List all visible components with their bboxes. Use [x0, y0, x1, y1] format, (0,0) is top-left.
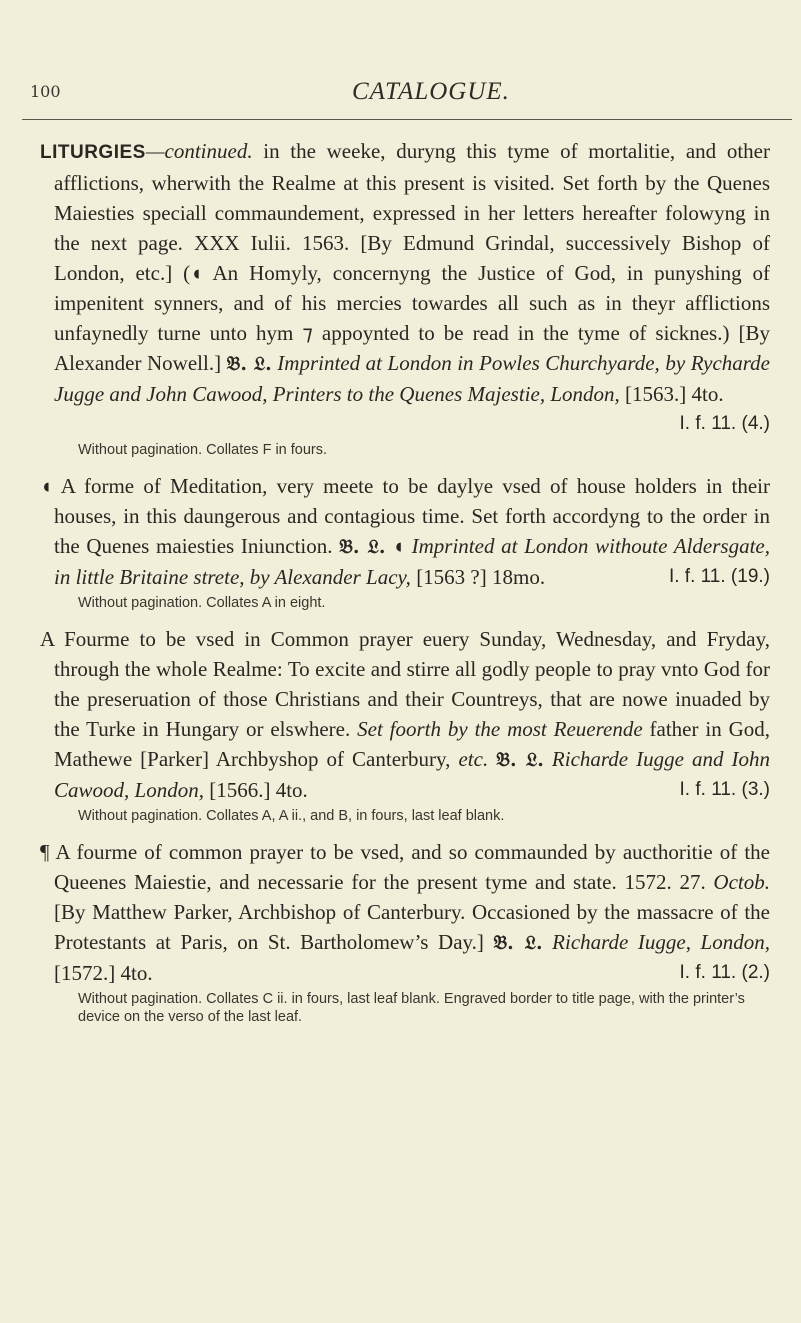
catalogue-entry: [40, 136, 770, 459]
header-rule: [22, 119, 792, 120]
entry-imprint: Imprinted at London in Powles Churchyarde, by Rycharde Jugge and John Cawood, Printers to the Quenes Majestie, London,: [54, 351, 771, 406]
entry-date-format: [1563.] 4to.: [625, 382, 724, 406]
page-number: 100: [30, 82, 61, 101]
section-heading: LITURGIES: [40, 142, 146, 163]
black-letter-mark: 𝔅. 𝔏.: [339, 536, 386, 558]
catalogue-entry: [40, 471, 770, 612]
entry-text: [40, 471, 770, 592]
catalogue-entry: [40, 837, 770, 1026]
entry-imprint-prefix: Set foorth by the most Reuerende: [357, 717, 643, 741]
entry-imprint: Richarde Iugge, London,: [552, 930, 770, 954]
entry-imprint: Richarde Iugge and Iohn Cawood, London,: [54, 747, 771, 802]
collation-note: Without pagination. Collates A in eight.: [78, 595, 326, 611]
section-heading-continued: —continued.: [145, 139, 253, 163]
entry-month: Octob.: [713, 870, 770, 894]
collation-note: Without pagination. Collates F in fours.: [78, 442, 328, 458]
entry-title: in the weeke, duryng this tyme of mortalitie, and other afflictions, wherwith the Realme at this present is visited. Set forth by the Quenes Maiesties speciall commaundement, expressed in her letters hereafter folowyng in the next page. XXX Iulii. 1563. [By Edmund Grindal, successively Bishop of London, etc.] (◖ An Homyly, concernyng the Justice of God, in punyshing of impenitent synners, and of his mercies towardes all such as in theyr afflictions unfaynedly turne unto hym ⁊ appoynted to be read in the tyme of sicknes.) [By Alexander Nowell.]: [54, 139, 770, 375]
shelf-reference: I. f. 11. (3.): [679, 779, 770, 800]
entry-text: [40, 136, 771, 434]
entry-etc: etc.: [458, 747, 489, 771]
shelf-reference: I. f. 11. (2.): [679, 962, 770, 983]
entry-text: [40, 837, 770, 988]
running-title: CATALOGUE.: [352, 78, 510, 105]
entry-title: ◖ A forme of Meditation, very meete to be daylye vsed of house holders in their houses, in this daungerous and contagious time. Set forth accordyng to the order in the Quenes maiesties Iniunction.: [40, 474, 770, 558]
black-letter-mark: 𝔅. 𝔏.: [226, 353, 272, 375]
entry-title: A Fourme to be vsed in Common prayer euery Sunday, Wednesday, and Fryday, through the whole Realme: To excite and stirre all godly people to pray vnto God for the preseruation of those Christians and their Countreys, that are nowe inuaded by the Turke in Hungary or elswhere.: [40, 627, 770, 741]
black-letter-mark: 𝔅. 𝔏.: [496, 749, 544, 771]
entry-imprint: ◖ Imprinted at London withoute Aldersgate, in little Britaine strete, by Alexander Lacy,: [54, 534, 771, 589]
entry-date-format: [1563 ?] 18mo.: [416, 565, 546, 589]
black-letter-mark: 𝔅. 𝔏.: [493, 932, 543, 954]
shelf-reference: I. f. 11. (4.): [679, 413, 770, 434]
entry-title-continued: father in God, Mathewe [Parker] Archbyshop of Canterbury,: [54, 717, 770, 771]
shelf-reference: I. f. 11. (19.): [668, 566, 770, 587]
collation-note: Without pagination. Collates A, A ii., and B, in fours, last leaf blank.: [78, 808, 505, 824]
entry-title: ¶ A fourme of common prayer to be vsed, and so commaunded by aucthoritie of the Queenes Maiestie, and necessarie for the present tyme and state. 1572. 27.: [40, 840, 770, 894]
entry-text: [40, 624, 770, 805]
catalogue-body: [40, 136, 770, 1038]
catalogue-entry: [40, 624, 770, 825]
entry-date-format: [1572.] 4to.: [54, 961, 153, 985]
entry-date-format: [1566.] 4to.: [209, 778, 308, 802]
collation-note: Without pagination. Collates C ii. in fours, last leaf blank. Engraved border to title page, with the printer’s device on the verso of the last leaf.: [78, 991, 745, 1025]
entry-title-continued: [By Matthew Parker, Archbishop of Canterbury. Occasioned by the massacre of the Protestants at Paris, on St. Bartholomew’s Day.]: [54, 900, 770, 954]
